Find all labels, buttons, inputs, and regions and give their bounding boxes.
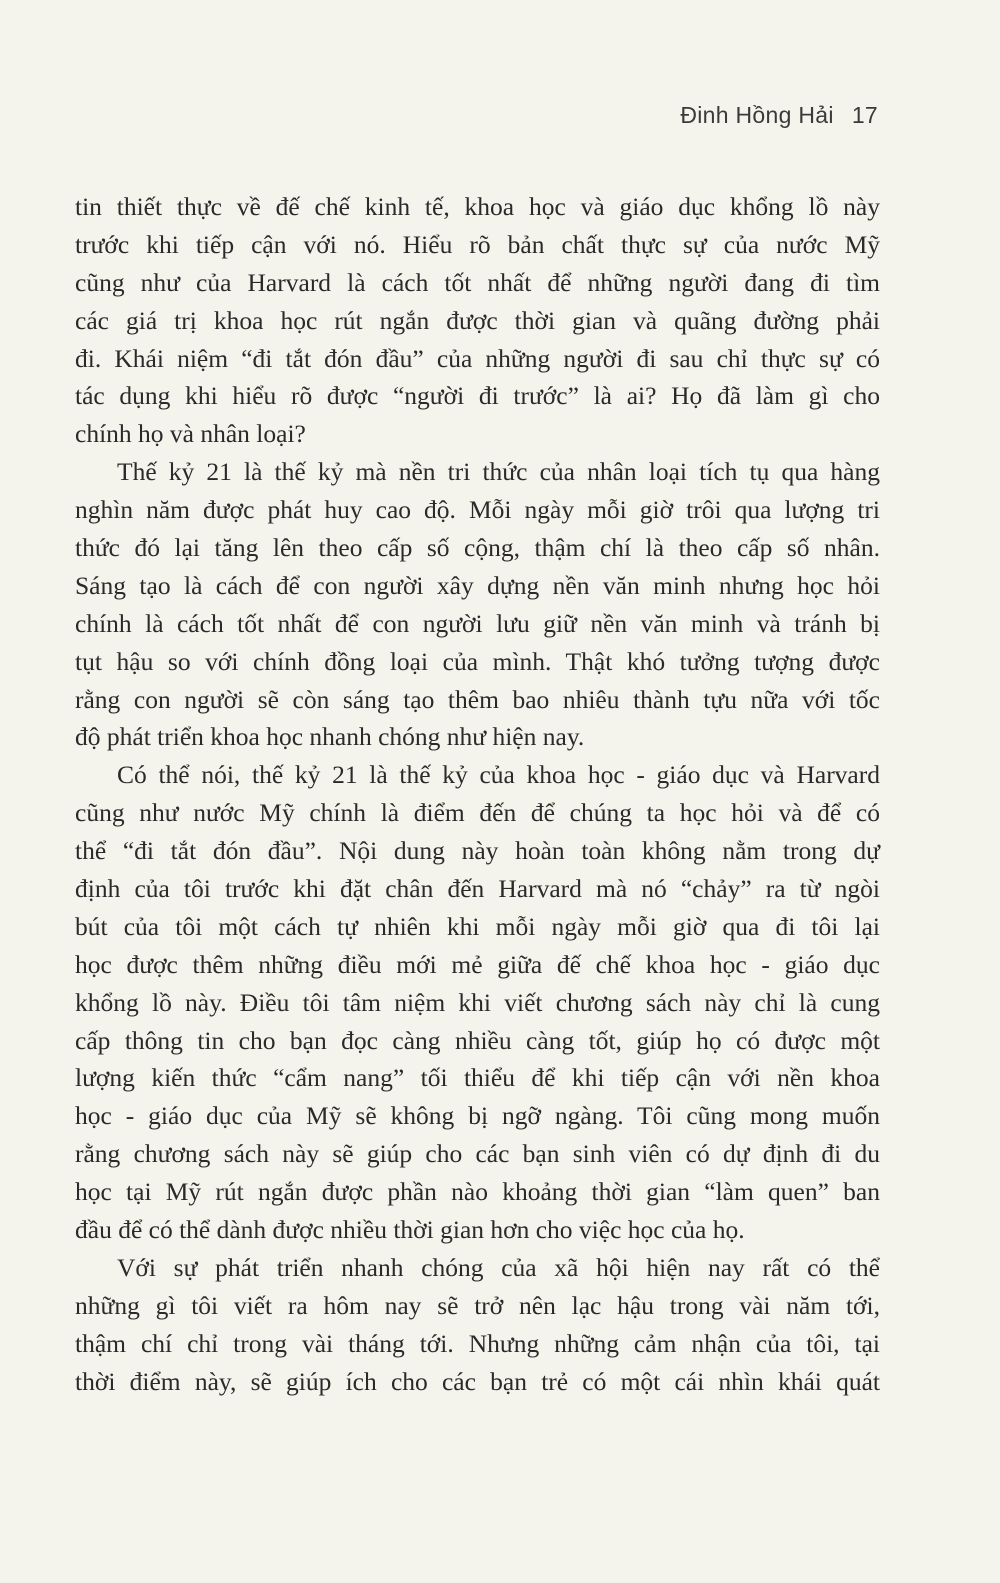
text-line: rằng con người sẽ còn sáng tạo thêm bao nhiêu thành tựu nữa với tốc [75,684,880,714]
text-line: định của tôi trước khi đặt chân đến Harvard mà nó “chảy” ra từ ngòi [75,874,880,904]
text-line: những gì tôi viết ra hôm nay sẽ trở nên lạc hậu trong vài năm tới, [75,1290,880,1320]
text-line: thậm chí chỉ trong vài tháng tới. Nhưng những cảm nhận của tôi, tại [75,1328,880,1358]
text-line: thời điểm này, sẽ giúp ích cho các bạn trẻ có một cái nhìn khái quát [75,1366,880,1396]
paragraph [75,188,880,453]
text-line: đi. Khái niệm “đi tắt đón đầu” của những người đi sau chỉ thực sự có [75,343,880,373]
text-line: khổng lồ này. Điều tôi tâm niệm khi viết chương sách này chỉ là cung [75,987,880,1017]
text-line: học - giáo dục của Mỹ sẽ không bị ngỡ ngàng. Tôi cũng mong muốn [75,1101,880,1131]
text-line: tác dụng khi hiểu rõ được “người đi trước” là ai? Họ đã làm gì cho [75,381,880,411]
text-line: độ phát triển khoa học nhanh chóng như hiện nay. [75,722,585,752]
text-line: Với sự phát triển nhanh chóng của xã hội hiện nay rất có thể [117,1252,880,1282]
text-line: thức đó lại tăng lên theo cấp số cộng, thậm chí là theo cấp số nhân. [75,533,880,563]
page-number: 17 [851,102,878,128]
text-line: chính họ và nhân loại? [75,419,306,449]
text-line: tin thiết thực về đế chế kinh tế, khoa học và giáo dục khổng lồ này [75,192,880,221]
text-line: rằng chương sách này sẽ giúp cho các bạn sinh viên có dự định đi du [75,1139,880,1169]
text-line: thể “đi tắt đón đầu”. Nội dung này hoàn toàn không nằm trong dự [75,836,880,866]
text-line: Có thể nói, thế kỷ 21 là thế kỷ của khoa học - giáo dục và Harvard [117,760,880,790]
text-line: chính là cách tốt nhất để con người lưu giữ nền văn minh và tránh bị [75,608,880,638]
text-line: học tại Mỹ rút ngắn được phần nào khoảng thời gian “làm quen” ban [75,1177,880,1207]
paragraph [75,453,880,756]
text-line: Thế kỷ 21 là thế kỷ mà nền tri thức của nhân loại tích tụ qua hàng [117,457,880,487]
text-line: các giá trị khoa học rút ngắn được thời gian và quãng đường phải [75,305,880,335]
text-line: trước khi tiếp cận với nó. Hiểu rõ bản chất thực sự của nước Mỹ [75,229,880,259]
text-line: đầu để có thể dành được nhiều thời gian hơn cho việc học của họ. [75,1215,745,1245]
page-body [75,188,880,1401]
author-name: Đinh Hồng Hải [680,102,834,128]
text-line: cũng như nước Mỹ chính là điểm đến để chúng ta học hỏi và để có [75,798,880,828]
text-line: cũng như của Harvard là cách tốt nhất để những người đang đi tìm [75,267,880,297]
text-line: lượng kiến thức “cẩm nang” tối thiểu để khi tiếp cận với nền khoa [75,1063,880,1093]
text-line: học được thêm những điều mới mẻ giữa đế chế khoa học - giáo dục [75,949,880,979]
text-line: tụt hậu so với chính đồng loại của mình. Thật khó tưởng tượng được [75,646,880,676]
paragraph [75,1249,880,1401]
text-line: cấp thông tin cho bạn đọc càng nhiều càng tốt, giúp họ có được một [75,1025,880,1055]
running-header [680,102,878,129]
text-line: nghìn năm được phát huy cao độ. Mỗi ngày mỗi giờ trôi qua lượng tri [75,495,880,525]
paragraph [75,756,880,1249]
text-line: bút của tôi một cách tự nhiên khi mỗi ngày mỗi giờ qua đi tôi lại [75,911,880,941]
text-line: Sáng tạo là cách để con người xây dựng nền văn minh nhưng học hỏi [75,570,880,600]
